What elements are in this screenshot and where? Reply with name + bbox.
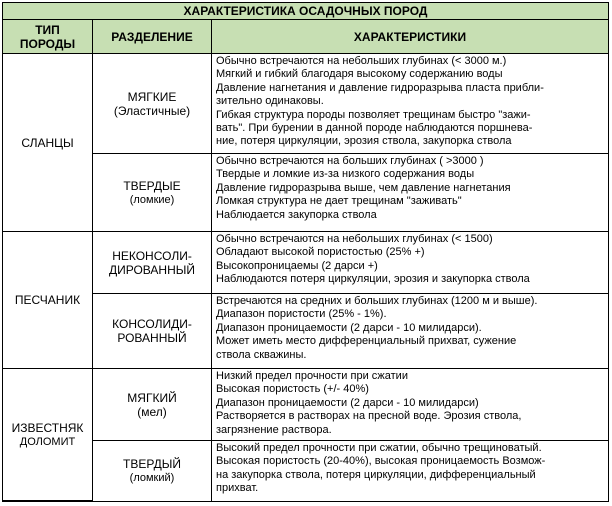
char-line: Наблюдается закупорка ствола xyxy=(216,208,377,221)
division-consolidated-line2: РОВАННЫЙ xyxy=(117,331,187,345)
char-line: Высокая пористость (+/- 40%) xyxy=(216,383,369,396)
char-line: Ломкая структура не дает трещинам "заживать" xyxy=(216,195,462,208)
division-unconsolidated xyxy=(93,232,212,294)
characteristics-hard-limestone xyxy=(212,441,608,501)
char-line: Мягкий и гибкий благодаря высокому содержанию воды xyxy=(216,68,503,81)
division-hard-shale-name: ТВЕРДЫЕ xyxy=(123,178,181,193)
header-division xyxy=(93,20,212,54)
characteristics-hard-shale xyxy=(212,154,608,232)
sedimentary-rocks-table xyxy=(2,2,609,502)
header-rock-type-line2: ПОРОДЫ xyxy=(19,36,76,51)
char-line: Диапазон проницаемости (2 дарси - 10 милидарси) xyxy=(216,396,479,409)
header-characteristics xyxy=(212,20,608,54)
division-hard-shale xyxy=(93,154,212,232)
division-soft-shale-note: (Эластичные) xyxy=(113,103,191,118)
char-line: Обычно встречаются на небольших глубинах (< 1500) xyxy=(216,233,493,245)
division-unconsolidated-line2: ДИРОВАННЫЙ xyxy=(108,262,195,277)
char-line: Обладают высокой пористостью (25% +) xyxy=(216,246,425,259)
division-soft-shale-name: МЯГКИЕ xyxy=(127,89,177,104)
rock-type-limestone-label: ИЗВЕСТНЯК xyxy=(11,420,84,435)
header-division-text: РАЗДЕЛЕНИЕ xyxy=(111,29,193,44)
char-line: Диапазон пористости (25% - 1%). xyxy=(216,308,387,321)
char-line: Давление гидроразрыва выше, чем давление нагнетания xyxy=(216,181,511,194)
characteristics-soft-chalk xyxy=(212,369,608,441)
char-line: Растворяется в растворах на пресной воде. Эрозия ствола, xyxy=(216,410,522,423)
char-line: Низкий предел прочности при сжатии xyxy=(216,370,408,382)
char-line: загрязнение раствора. xyxy=(216,423,332,436)
rock-type-limestone xyxy=(3,369,93,501)
characteristics-consolidated xyxy=(212,294,608,369)
char-line: Гибкая структура породы позволяет трещинам быстро "зажи- xyxy=(216,108,531,121)
char-line: Диапазон проницаемости (2 дарси - 10 милидарси). xyxy=(216,321,482,334)
char-line: Высокий предел прочности при сжатии, обычно трещиноватый. xyxy=(216,442,542,454)
char-line: Обычно встречаются на небольших глубинах (< 3000 м.) xyxy=(216,55,507,67)
char-line: Твердые и ломкие из-за низкого содержания воды xyxy=(216,168,475,181)
char-line: Давление нагнетания и давление гидроразрыва пласта прибли- xyxy=(216,81,544,94)
rock-type-sandstone xyxy=(3,232,93,369)
char-line: Наблюдаются потеря циркуляции, эрозия и закупорка ствола xyxy=(216,273,530,286)
table-title xyxy=(3,3,608,20)
division-hard-limestone xyxy=(93,441,212,501)
rock-type-sandstone-label: ПЕСЧАНИК xyxy=(14,293,81,307)
rock-type-shale-label: СЛАНЦЫ xyxy=(21,135,74,150)
rock-type-dolomite-label: ДОЛОМИТ xyxy=(19,435,76,448)
char-line: Встречаются на средних и больших глубинах (1200 м и выше). xyxy=(216,295,538,307)
header-characteristics-text: ХАРАКТЕРИСТИКИ xyxy=(353,29,467,44)
char-line: Может иметь место дифференциальный прихват, сужение xyxy=(216,335,517,348)
header-rock-type xyxy=(3,20,93,54)
division-soft-chalk-name: МЯГКИЙ xyxy=(127,390,177,405)
division-hard-limestone-name: ТВЕРДЫЙ xyxy=(123,457,181,471)
division-consolidated-line1: КОНСОЛИДИ- xyxy=(112,317,192,331)
char-line: ствола скважины. xyxy=(216,348,307,361)
header-rock-type-line1: ТИП xyxy=(35,22,60,37)
char-line: Высокопроницаемы (2 дарси +) xyxy=(216,259,378,272)
division-soft-chalk-note: (мел) xyxy=(137,404,167,419)
char-line: Обычно встречаются на больших глубинах ( >3000 ) xyxy=(216,155,484,167)
characteristics-unconsolidated xyxy=(212,232,608,294)
char-line: вать". При бурении в данной породе наблюдаются поршнева- xyxy=(216,122,533,135)
char-line: ние, потеря циркуляции, эрозия ствола, закупорка ствола xyxy=(216,135,512,148)
division-soft-shale xyxy=(93,54,212,154)
char-line: зительно одинаковы. xyxy=(216,95,324,108)
division-hard-limestone-note: (ломкий) xyxy=(129,472,175,484)
char-line: Высокая пористость (20-40%), высокая проницаемость Возмож- xyxy=(216,455,546,468)
char-line: на закупорка ствола, потеря циркуляции, дифференциальный xyxy=(216,468,536,481)
table-title-text: ХАРАКТЕРИСТИКА ОСАДОЧНЫХ ПОРОД xyxy=(183,4,428,18)
division-soft-chalk xyxy=(93,369,212,441)
division-hard-shale-note: (ломкие) xyxy=(129,193,175,206)
division-consolidated xyxy=(93,294,212,369)
division-unconsolidated-line1: НЕКОНСОЛИ- xyxy=(112,248,192,263)
characteristics-soft-shale xyxy=(212,54,608,154)
rock-type-shale xyxy=(3,54,93,232)
char-line: прихват. xyxy=(216,482,259,495)
